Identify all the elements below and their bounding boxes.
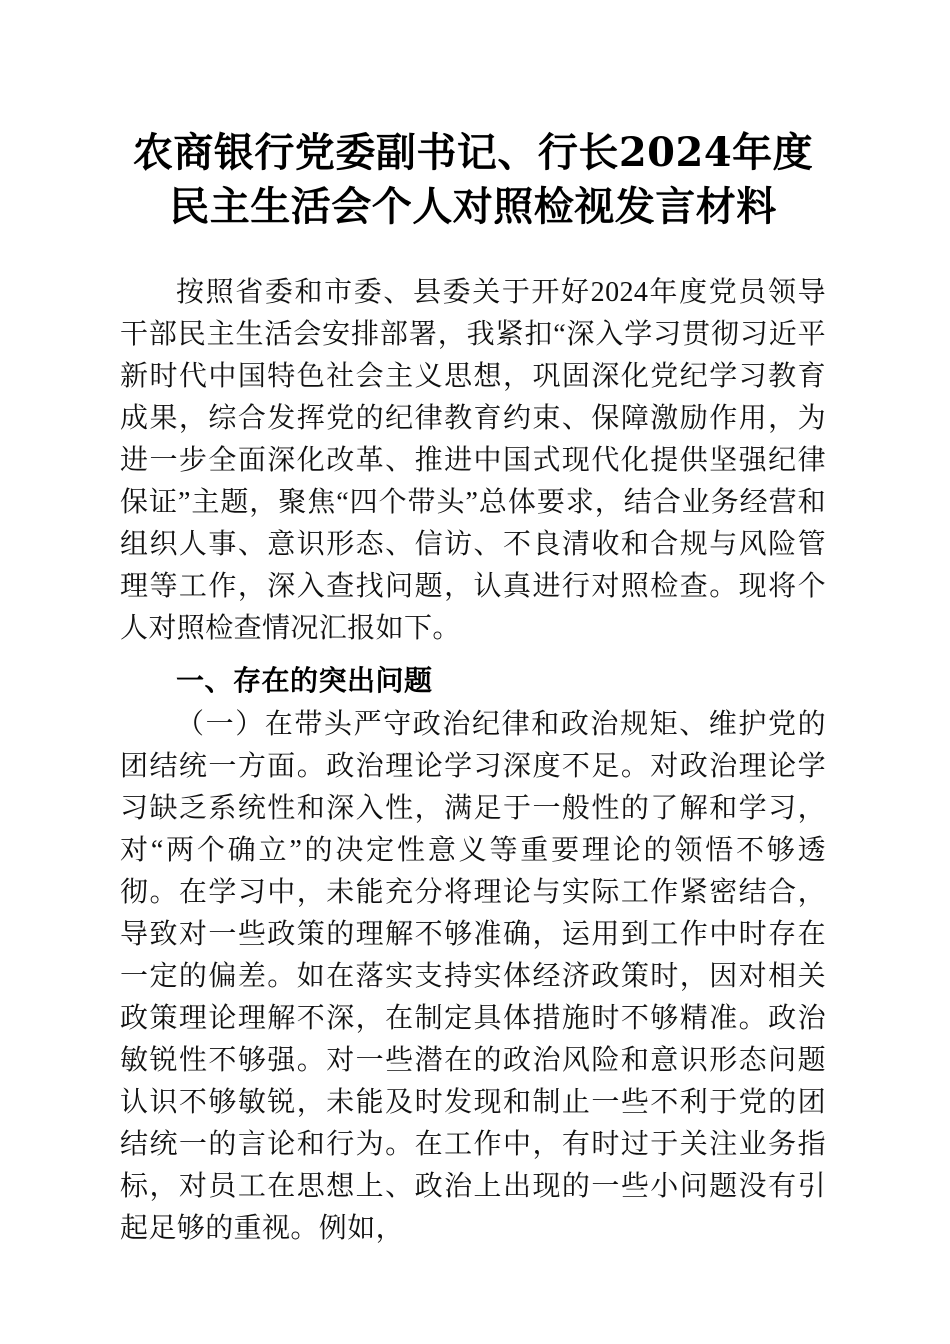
document-title: 农商银行党委副书记、行长2024年度民主生活会个人对照检视发言材料 <box>132 129 814 230</box>
document-content-column <box>120 0 826 1344</box>
section-heading-one: 一、存在的突出问题 <box>176 664 433 697</box>
opening-paragraph: 按照省委和市委、县委关于开好2024年度党员领导干部民主生活会安排部署，我紧扣“深入学习贯彻习近平新时代中国特色社会主义思想，巩固深化党纪学习教育成果，综合发挥党的纪律教育约束、保障激励作用，为进一步全面深化改革、推进中国式现代化提供坚强纪律保证”主题，聚焦“四个带头”总体要求，结合业务经营和组织人事、意识形态、信访、不良清收和合规与风险管理等工作，深入查找问题，认真进行对照检查。现将个人对照检查情况汇报如下。 <box>120 277 826 644</box>
subsection-one-paragraph: （一）在带头严守政治纪律和政治规矩、维护党的团结统一方面。政治理论学习深度不足。对政治理论学习缺乏系统性和深入性，满足于一般性的了解和学习，对“两个确立”的决定性意义等重要理论的领悟不够透彻。在学习中，未能充分将理论与实际工作紧密结合，导致对一些政策的理解不够准确，运用到工作中时存在一定的偏差。如在落实支持实体经济政策时，因对相关政策理论理解不深，在制定具体措施时不够精准。政治敏锐性不够强。对一些潜在的政治风险和意识形态问题认识不够敏锐，未能及时发现和制止一些不利于党的团结统一的言论和行为。在工作中，有时过于关注业务指标，对员工在思想上、政治上出现的一些小问题没有引起足够的重视。例如， <box>120 709 826 1244</box>
page-bottom-whitespace <box>120 1250 826 1344</box>
